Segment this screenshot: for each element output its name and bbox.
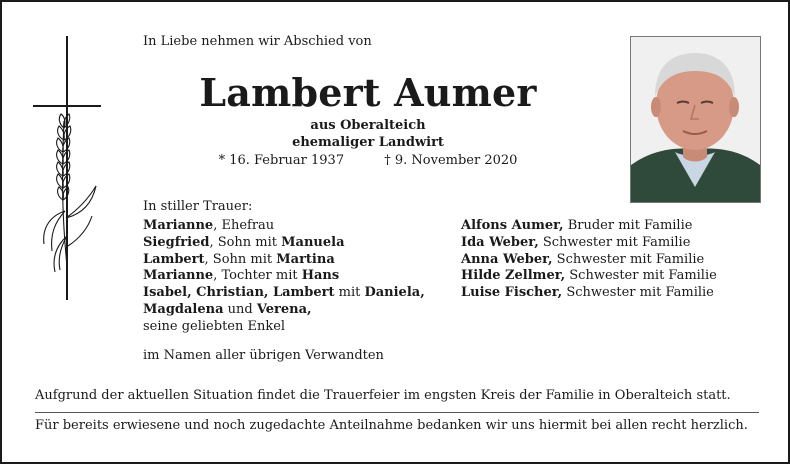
mourner-line bbox=[461, 218, 717, 235]
mourner-relation: seine geliebten Enkel bbox=[143, 318, 286, 334]
mourner-name: Marianne bbox=[143, 218, 214, 233]
mourner-relation: Schwester mit Familie bbox=[552, 251, 705, 267]
origin-line: aus Oberalteich bbox=[310, 118, 426, 133]
mourner-name: Magdalena bbox=[143, 301, 224, 317]
family-list-right bbox=[461, 218, 717, 302]
mourning-heading: In stiller Trauer: bbox=[143, 199, 253, 214]
mourner-line bbox=[143, 302, 425, 319]
mourner-name: Anna Weber, bbox=[461, 251, 553, 267]
family-list-left bbox=[143, 218, 425, 336]
mourner-name: Marianne bbox=[143, 268, 214, 284]
mourner-name: Manuela bbox=[281, 234, 345, 250]
mourner-relation: Schwester mit Familie bbox=[562, 285, 714, 301]
mourner-name: Hans bbox=[301, 268, 340, 284]
mourner-line bbox=[143, 319, 425, 336]
intro-line: In Liebe nehmen wir Abschied von bbox=[143, 34, 372, 49]
mourner-name: Martina bbox=[276, 251, 335, 267]
deceased-details bbox=[143, 117, 593, 151]
mourner-relation: und bbox=[223, 301, 257, 317]
thanks-notice: Für bereits erwiesene und noch zugedachte Anteilnahme bedanken wir uns hiermit bei allen recht herzlich. bbox=[35, 418, 748, 433]
mourner-name: Isabel, Christian, Lambert bbox=[143, 285, 335, 301]
mourner-relation: Bruder mit Familie bbox=[563, 218, 693, 233]
mourner-line bbox=[143, 268, 425, 285]
mourner-name: Siegfried bbox=[143, 234, 210, 250]
mourner-relation: mit bbox=[334, 285, 365, 301]
mourner-relation: , Ehefrau bbox=[213, 218, 275, 233]
mourner-line bbox=[461, 235, 717, 252]
mourner-line bbox=[143, 218, 425, 235]
mourner-name: Alfons Aumer, bbox=[461, 218, 564, 233]
mourner-line bbox=[143, 285, 425, 302]
death-date: † 9. November 2020 bbox=[384, 153, 518, 168]
mourner-line bbox=[461, 252, 717, 269]
mourner-name: Daniela, bbox=[364, 285, 425, 301]
mourner-relation: , Sohn mit bbox=[204, 251, 277, 267]
mourner-relation: , Sohn mit bbox=[209, 234, 282, 250]
mourner-line bbox=[461, 268, 717, 285]
relatives-line: im Namen aller übrigen Verwandten bbox=[143, 348, 384, 363]
mourner-relation: Schwester mit Familie bbox=[565, 268, 717, 284]
cross-with-wheat-icon bbox=[30, 36, 106, 302]
mourner-line bbox=[461, 285, 717, 302]
deceased-name: Lambert Aumer bbox=[199, 70, 537, 115]
life-dates bbox=[143, 153, 593, 168]
mourner-relation: Schwester mit Familie bbox=[538, 234, 691, 250]
mourner-relation: , Tochter mit bbox=[213, 268, 302, 284]
mourner-line bbox=[143, 252, 425, 269]
birth-date: * 16. Februar 1937 bbox=[218, 153, 345, 168]
mourner-name: Ida Weber, bbox=[461, 234, 539, 250]
divider bbox=[35, 412, 759, 413]
mourner-name: Luise Fischer, bbox=[461, 285, 563, 301]
funeral-notice: Aufgrund der aktuellen Situation findet die Trauerfeier im engsten Kreis der Familie in Oberalteich statt. bbox=[35, 388, 731, 403]
occupation-line: ehemaliger Landwirt bbox=[292, 135, 444, 150]
mourner-line bbox=[143, 235, 425, 252]
mourner-name: Hilde Zellmer, bbox=[461, 268, 566, 284]
mourner-name: Verena, bbox=[256, 301, 312, 317]
portrait-photo bbox=[630, 36, 761, 203]
mourner-name: Lambert bbox=[143, 251, 205, 267]
